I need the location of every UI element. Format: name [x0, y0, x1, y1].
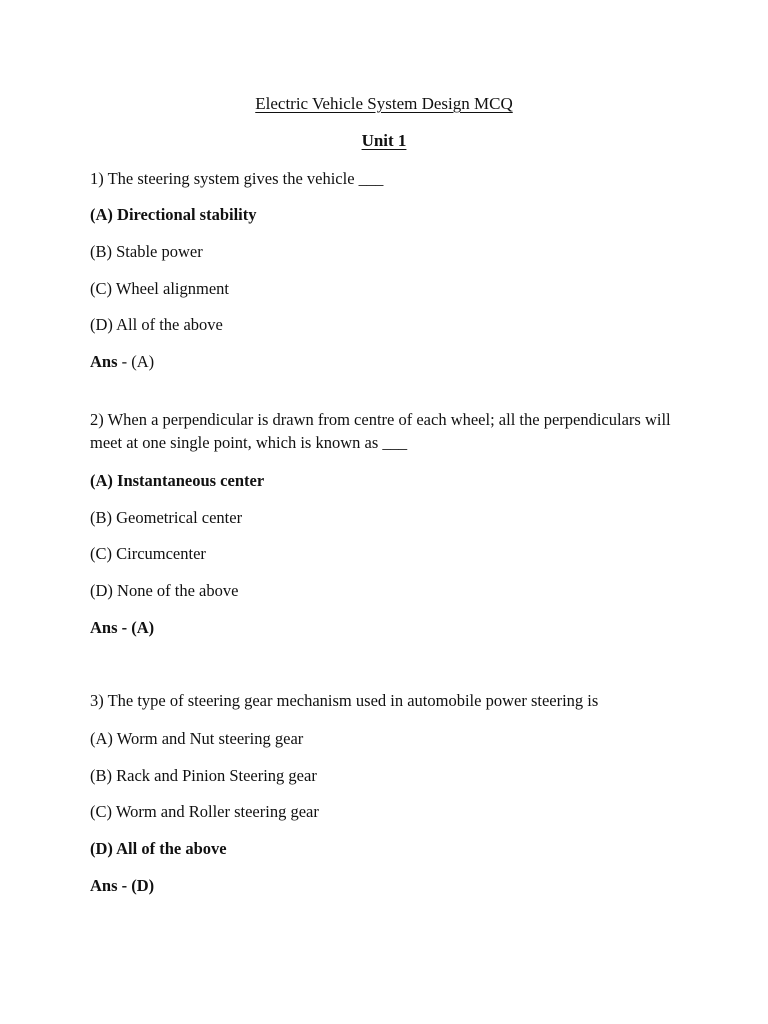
question-2-option-a: (A) Instantaneous center — [90, 471, 265, 490]
question-3-option-d: (D) All of the above — [90, 839, 227, 858]
question-3-option-c: (C) Worm and Roller steering gear — [90, 802, 319, 821]
document-title: Electric Vehicle System Design MCQ — [255, 94, 513, 113]
question-2-option-c: (C) Circumcenter — [90, 544, 206, 563]
question-1-answer-label: Ans — [90, 352, 118, 371]
question-2-option-b: (B) Geometrical center — [90, 508, 243, 527]
question-1-text: 1) The steering system gives the vehicle ___ — [90, 169, 384, 188]
question-3-option-b: (B) Rack and Pinion Steering gear — [90, 766, 317, 785]
question-1-answer-value: - (A) — [117, 352, 155, 371]
question-1-option-a: (A) Directional stability — [90, 205, 257, 224]
unit-heading: Unit 1 — [361, 131, 407, 150]
question-3-answer: Ans - (D) — [90, 876, 155, 895]
question-2-option-d: (D) None of the above — [90, 581, 239, 600]
question-1-option-b: (B) Stable power — [90, 242, 203, 261]
question-3-text: 3) The type of steering gear mechanism used in automobile power steering is — [90, 691, 599, 710]
question-1-answer — [90, 351, 688, 373]
question-2-answer: Ans - (A) — [90, 618, 155, 637]
question-1-option-c: (C) Wheel alignment — [90, 279, 229, 298]
question-2-text: 2) When a perpendicular is drawn from centre of each wheel; all the perpendiculars will meet at one single point, which is known as ___ — [90, 410, 671, 452]
question-3-option-a: (A) Worm and Nut steering gear — [90, 729, 304, 748]
question-1-option-d: (D) All of the above — [90, 315, 223, 334]
